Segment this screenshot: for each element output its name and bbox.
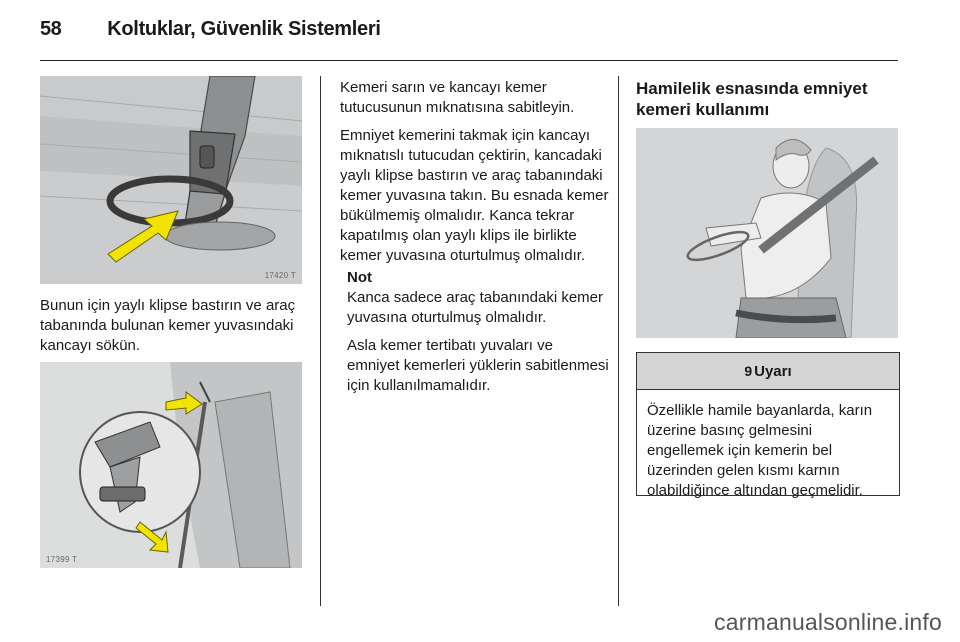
warning-header — [637, 353, 899, 390]
page-header — [40, 18, 381, 41]
column1-paragraph: Bunun için yaylı klipse bastırın ve araç tabanında bulunan kemer yuvasındaki kancayı sökün. — [40, 297, 296, 354]
seatbelt-hook-illustration — [40, 76, 302, 284]
watermark: carmanualsonline.info — [714, 609, 942, 635]
column2-paragraph-2: Emniyet kemerini takmak için kancayı mıknatıslı tutucudan çektirin, kancadaki yaylı klipse bastırın ve araç tabanındaki kemer yuvasına takın. Bu esnada kemer bükülmemiş olmalıdır. Kanca tekrar kapatılmış olan yaylı klips ile birlikte kemer yuvasına oturtulmuş olmalıdır. — [340, 127, 609, 264]
column-divider-1 — [320, 76, 321, 606]
note-text-2: Asla kemer tertibatı yuvaları ve emniyet kemerleri yüklerin sabitlenmesi için kullanılmamalıdır. — [347, 337, 609, 394]
column-divider-2 — [618, 76, 619, 606]
page-number: 58 — [40, 18, 62, 40]
figure-code: 17420 T — [264, 271, 296, 280]
column2-paragraph-1: Kemeri sarın ve kancayı kemer tutucusunun mıknatısına sabitleyin. — [340, 79, 575, 116]
warning-text: Özellikle hamile bayanlarda, karın üzerine basınç gelmesini engellemek için kemerin bel üzerinden gelen kısmı karnın olabildiğince altından geçmelidir. — [647, 402, 873, 499]
seatbelt-storage-illustration — [40, 362, 302, 568]
warning-box — [636, 352, 900, 499]
note-title: Not — [347, 269, 372, 286]
column2-text — [340, 78, 612, 274]
note-block — [347, 268, 609, 404]
section-title: Koltuklar, Güvenlik Sistemleri — [107, 18, 381, 40]
header-rule — [40, 60, 898, 61]
pregnancy-heading: Hamilelik esnasında emniyet kemeri kullanımı — [636, 79, 868, 119]
figure-code: 17399 T — [46, 555, 78, 564]
warning-icon: 9 — [744, 363, 753, 379]
pregnant-driver-illustration — [636, 128, 898, 338]
warning-title: Uyarı — [754, 362, 792, 380]
note-text-1: Kanca sadece araç tabanındaki kemer yuvasına oturtulmuş olmalıdır. — [347, 289, 603, 326]
